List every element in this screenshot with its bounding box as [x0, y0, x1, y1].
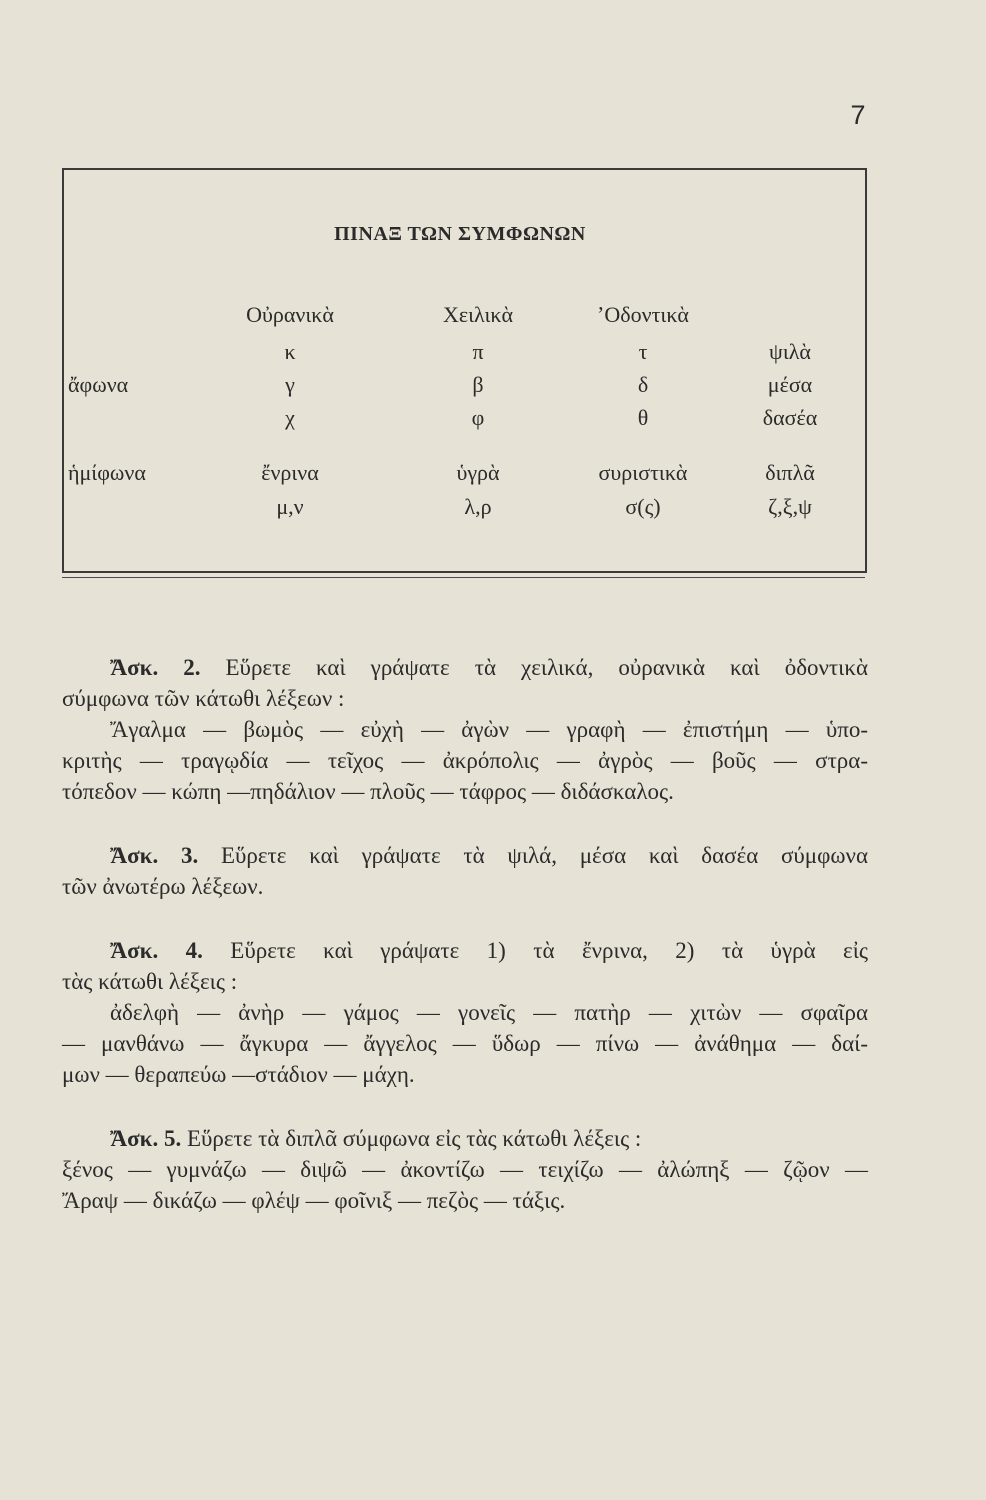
exercise-line: σύμφωνα τῶν κάτωθι λέξεων : — [62, 686, 345, 711]
cell-enrina-values: μ,ν — [276, 494, 304, 519]
header-ygra: ὑγρὰ — [456, 460, 500, 485]
exercise-5 — [62, 1123, 868, 1216]
header-odontika: ʼΟδοντικὰ — [597, 302, 689, 327]
cell-aphona-2-3: δ — [637, 372, 649, 397]
exercise-line: Ἄσκ. 4. Εὕρετε καὶ γράψατε 1) τὰ ἔνρινα, 2) τὰ ὑγρὰ εἰς — [110, 938, 869, 963]
cell-aphona-1-3: τ — [638, 339, 648, 364]
row-label-hemiphona: ἡμίφωνα — [68, 460, 146, 485]
exercise-line: Ἄγαλμα — βωμὸς — εὐχὴ — ἀγὼν — γραφὴ — ἐπιστήμη — ὑπο- — [110, 717, 868, 742]
exercise-line: Ἄραψ — δικάζω — φλέψ — φοῖνιξ — πεζὸς — τάξις. — [62, 1188, 566, 1213]
cell-aphona-2-1: γ — [285, 372, 295, 397]
exercise-line: — μανθάνω — ἄγκυρα — ἄγγελος — ὕδωρ — πίνω — ἀνάθημα — δαί- — [62, 1031, 868, 1056]
exercise-line: ἀδελφὴ — ἀνὴρ — γάμος — γονεῖς — πατὴρ — χιτὼν — σφαῖρα — [110, 1000, 868, 1025]
exercise-line: Ἄσκ. 5. Εὕρετε τὰ διπλᾶ σύμφωνα εἰς τὰς κάτωθι λέξεις : — [110, 1126, 642, 1151]
cell-aphona-1-4: ψιλὰ — [769, 339, 811, 364]
exercise-2 — [62, 652, 868, 807]
cell-syristika-values: σ(ς) — [625, 494, 661, 519]
header-cheilika: Χειλικὰ — [443, 302, 513, 327]
header-dipla: διπλᾶ — [765, 460, 815, 485]
cell-aphona-1-1: κ — [284, 339, 296, 364]
cell-dipla-values: ζ,ξ,ψ — [768, 494, 812, 519]
exercise-4 — [62, 935, 868, 1090]
page-number: 7 — [850, 100, 866, 130]
exercises — [62, 652, 868, 1216]
exercise-line: τόπεδον — κώπη —πηδάλιον — πλοῦς — τάφρος — διδάσκαλος. — [62, 779, 674, 804]
header-enrina: ἔνρινα — [261, 460, 319, 485]
exercise-label: Ἄσκ. 3. — [110, 843, 199, 868]
header-syristika: συριστικὰ — [598, 460, 688, 485]
exercise-line: τὰς κάτωθι λέξεις : — [62, 969, 238, 994]
table-title: ΠΙΝΑΞ ΤΩΝ ΣΥΜΦΩΝΩΝ — [334, 223, 586, 245]
cell-aphona-3-1: χ — [285, 405, 295, 430]
exercise-line: Ἄσκ. 2. Εὕρετε καὶ γράψατε τὰ χειλικά, οὐρανικὰ καὶ ὀδοντικὰ — [110, 655, 869, 680]
table-bottom-rule — [62, 577, 865, 578]
exercise-line: ξένος — γυμνάζω — διψῶ — ἀκοντίζω — τειχίζω — ἀλώπηξ — ζῷον — — [62, 1157, 868, 1182]
row-label-aphona: ἄφωνα — [68, 372, 129, 397]
exercise-line: κριτὴς — τραγῳδία — τεῖχος — ἀκρόπολις — ἀγρὸς — βοῦς — στρα- — [62, 748, 868, 773]
exercise-line: Ἄσκ. 3. Εὕρετε καὶ γράψατε τὰ ψιλά, μέσα καὶ δασέα σύμφωνα — [110, 843, 869, 868]
cell-aphona-3-4: δασέα — [762, 405, 818, 430]
exercise-label: Ἄσκ. 4. — [110, 938, 203, 963]
cell-ygra-values: λ,ρ — [464, 494, 492, 519]
cell-aphona-3-2: φ — [471, 405, 485, 430]
exercise-line: τῶν ἀνωτέρω λέξεων. — [62, 874, 264, 899]
exercise-line: μων — θεραπεύω —στάδιον — μάχη. — [62, 1062, 415, 1087]
exercise-label: Ἄσκ. 2. — [110, 655, 201, 680]
cell-aphona-1-2: π — [472, 339, 484, 364]
exercise-3 — [62, 840, 868, 902]
cell-aphona-2-4: μέσα — [767, 372, 813, 397]
header-ouranika: Οὐρανικὰ — [246, 302, 334, 327]
cell-aphona-3-3: θ — [637, 405, 649, 430]
cell-aphona-2-2: β — [472, 372, 484, 397]
exercise-label: Ἄσκ. 5. — [110, 1126, 182, 1151]
